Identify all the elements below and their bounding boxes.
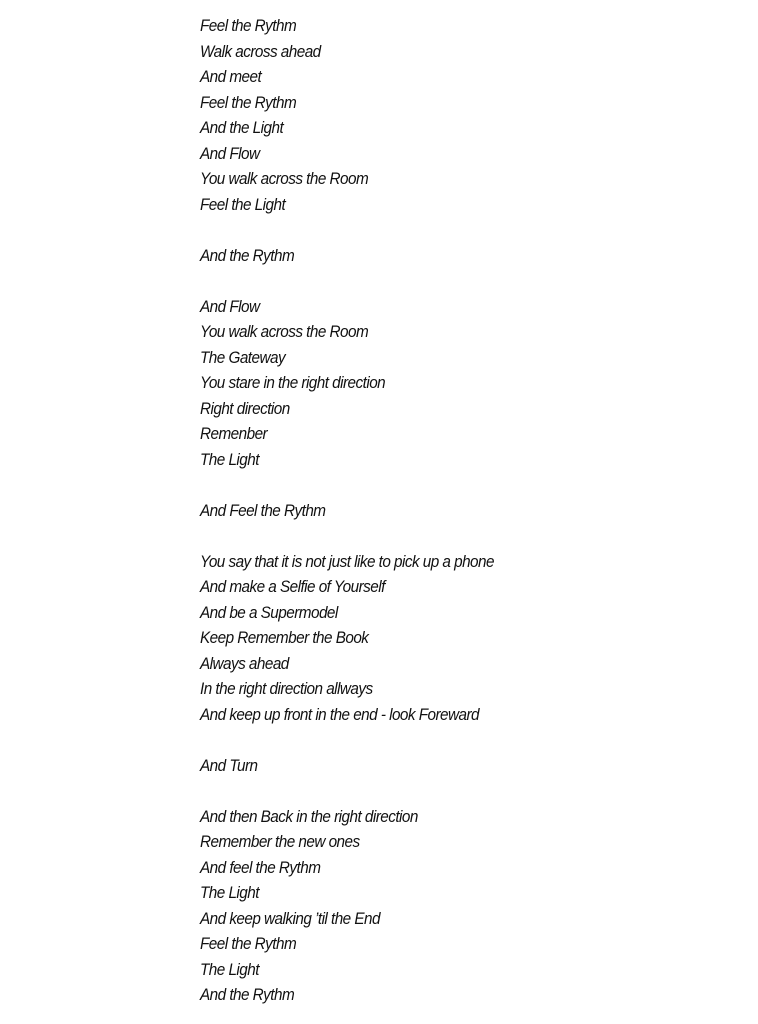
poem-text [200, 13, 750, 1008]
stanza-5 [200, 549, 750, 728]
poem-line: And Turn [200, 755, 258, 775]
poem-line: And meet [200, 67, 262, 86]
stanza-2 [200, 243, 750, 269]
stanza-3 [200, 294, 750, 473]
poem-line: Remember the new ones [200, 832, 360, 851]
poem-line: And make a Selfie of Yourself [200, 577, 385, 596]
poem-line: You stare in the right direction [200, 373, 386, 392]
poem-line: Feel the Rythm [200, 92, 297, 112]
stanza-6 [200, 753, 750, 779]
poem-line: You walk across the Room [200, 322, 369, 341]
poem-line: Feel the Light [200, 194, 286, 214]
poem-line: And keep up front in the end - look Foreward [200, 704, 480, 724]
poem-line: The Light [200, 449, 259, 469]
poem-line: And keep walking ’til the End [200, 908, 380, 928]
poem-line: You walk across the Room [200, 169, 369, 188]
stanza-7 [200, 804, 750, 1008]
poem-line: Keep Remember the Book [200, 628, 369, 647]
poem-line: The Gateway [200, 347, 286, 367]
poem-line: In the right direction allways [200, 679, 373, 698]
poem-line: Walk across ahead [200, 41, 321, 61]
poem-line: And be a Supermodel [200, 602, 338, 622]
poem-line: And then Back in the right direction [200, 806, 418, 826]
poem-line: The Light [200, 883, 259, 902]
poem-line: And Flow [200, 296, 260, 316]
stanza-4 [200, 498, 750, 524]
poem-line: Feel the Rythm [200, 934, 297, 953]
poem-line: Right direction [200, 398, 290, 418]
stanza-1 [200, 13, 750, 217]
poem-line: You say that it is not just like to pick up a phone [200, 551, 494, 571]
poem-line: And Feel the Rythm [200, 500, 326, 520]
poem-line: Feel the Rythm [200, 16, 297, 35]
poem-line: And Flow [200, 143, 260, 163]
poem-line: Always ahead [200, 653, 289, 673]
poem-line: And the Light [200, 118, 284, 137]
poem-line: And feel the Rythm [200, 857, 321, 877]
poem-line: And the Rythm [200, 245, 295, 265]
poem-line: And the Rythm [200, 985, 295, 1004]
poem-line: The Light [200, 959, 259, 979]
poem-line: Remenber [200, 424, 268, 443]
